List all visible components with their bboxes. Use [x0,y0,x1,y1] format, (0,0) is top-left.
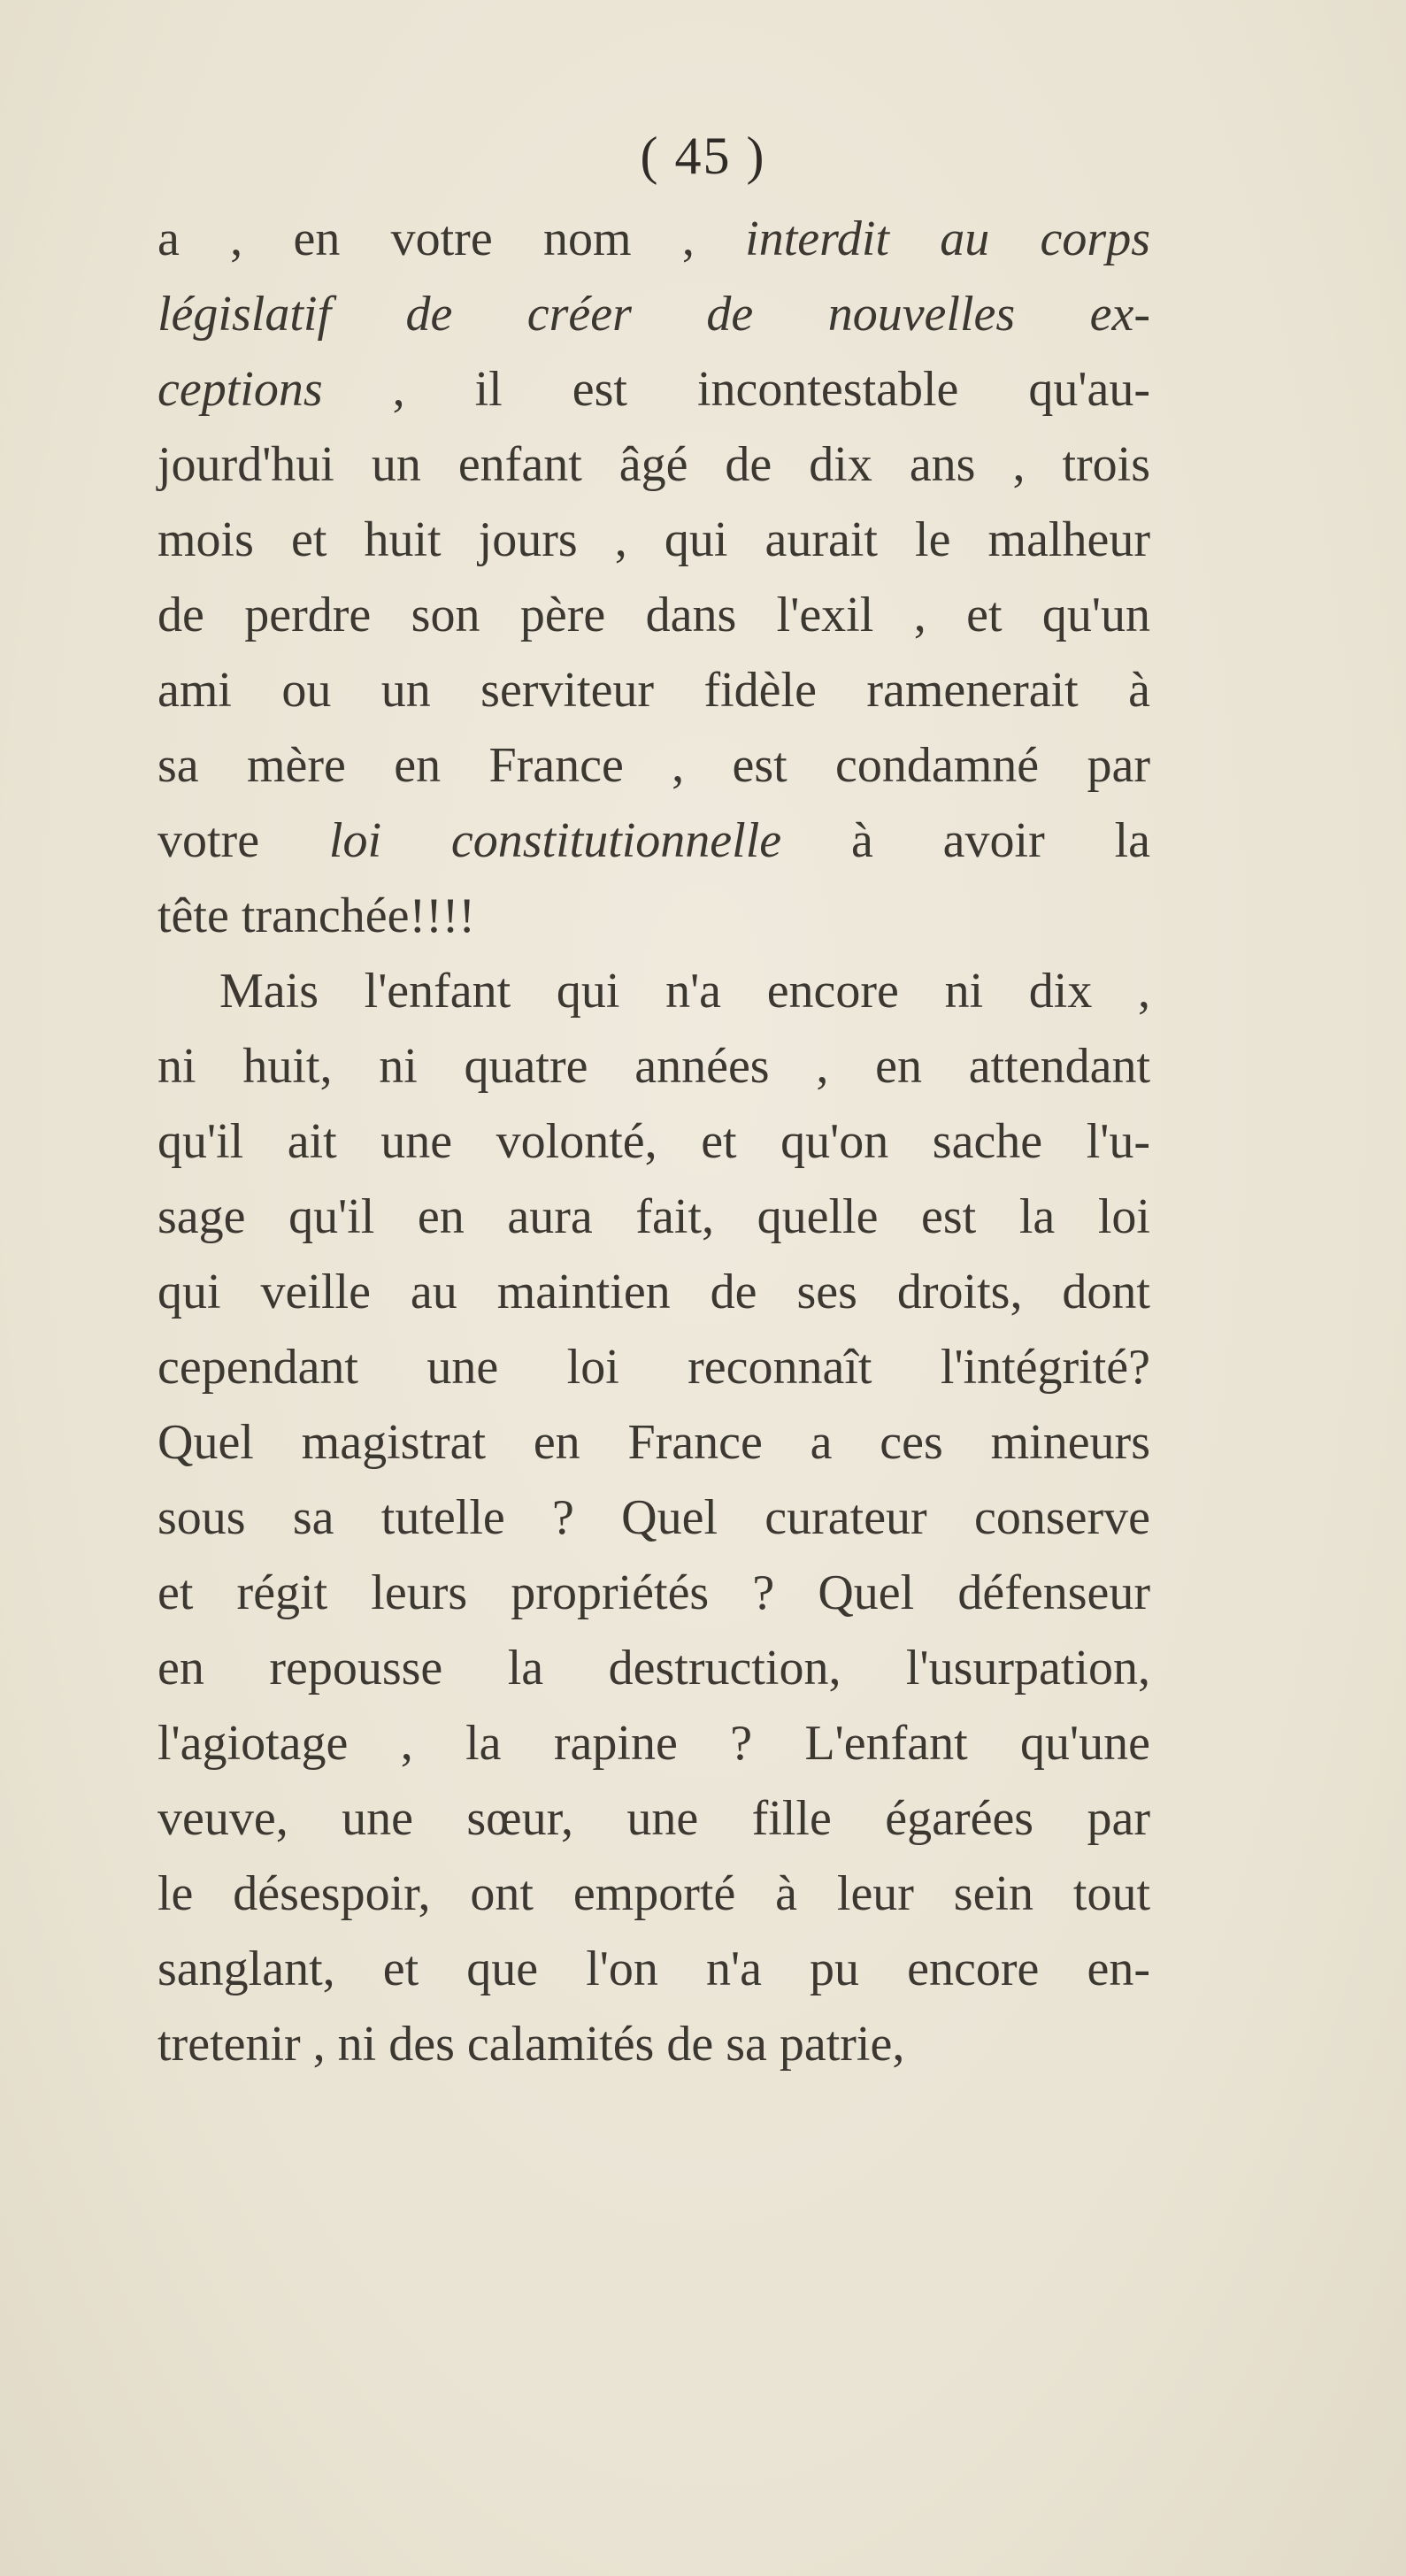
text-line [158,202,1150,277]
text-line [158,1706,1150,1781]
italic-text: loi constitutionnelle [328,813,782,868]
text-line [158,1932,1150,2007]
text-line [158,1330,1150,1405]
text-segment: Mais l'enfant qui n'a encore ni dix , [219,964,1150,1019]
text-line [158,1857,1150,1932]
text-line [158,503,1150,578]
text-segment: a , en votre nom , [158,211,746,266]
text-line [158,1556,1150,1631]
text-segment: veuve, une sœur, une fille égarées par [158,1791,1150,1846]
text-segment: jourd'hui un enfant âgé de dix ans , trois [158,437,1150,492]
text-line [158,879,1150,954]
text-line [158,277,1150,352]
text-segment: votre [158,813,329,868]
text-segment: tête tranchée!!!! [158,888,476,943]
text-segment: de perdre son père dans l'exil , et qu'un [158,588,1150,642]
text-segment: cependant une loi reconnaît l'intégrité? [158,1340,1150,1395]
italic-text: interdit au corps [745,211,1150,266]
text-line [158,1631,1150,1706]
text-segment: tretenir , ni des calamités de sa patrie, [158,2017,905,2072]
body-text [158,202,1150,2082]
text-segment: sous sa tutelle ? Quel curateur conserve [158,1490,1150,1545]
text-line [158,352,1150,427]
text-line [158,578,1150,653]
text-line [158,728,1150,804]
text-line [158,427,1150,503]
text-segment: en repousse la destruction, l'usurpation, [158,1641,1150,1696]
text-line [158,1781,1150,1857]
text-segment: à avoir la [781,813,1150,868]
italic-text: ceptions [158,362,323,417]
italic-text: législatif de créer de nouvelles ex- [158,287,1150,342]
text-line [158,1029,1150,1104]
text-segment: Quel magistrat en France a ces mineurs [158,1415,1150,1470]
page-number: ( 45 ) [640,127,766,185]
text-line [158,1255,1150,1330]
text-segment: le désespoir, ont emporté à leur sein tout [158,1866,1150,1921]
text-line [158,954,1150,1029]
text-segment: sa mère en France , est condamné par [158,738,1150,793]
text-segment: sage qu'il en aura fait, quelle est la loi [158,1189,1150,1244]
text-line [158,653,1150,728]
text-segment: qu'il ait une volonté, et qu'on sache l'u- [158,1114,1150,1169]
text-segment: ni huit, ni quatre années , en attendant [158,1039,1150,1094]
text-line [158,1180,1150,1255]
text-segment: sanglant, et que l'on n'a pu encore en- [158,1942,1150,1996]
text-segment: ami ou un serviteur fidèle ramenerait à [158,663,1150,718]
text-segment: , il est incontestable qu'au- [322,362,1150,417]
text-segment: et régit leurs propriétés ? Quel défenseur [158,1565,1150,1620]
text-line [158,1480,1150,1556]
text-segment: mois et huit jours , qui aurait le malheur [158,512,1150,567]
text-line [158,2007,1150,2082]
text-line [158,804,1150,879]
text-segment: l'agiotage , la rapine ? L'enfant qu'une [158,1716,1150,1771]
text-line [158,1104,1150,1180]
text-segment: qui veille au maintien de ses droits, dont [158,1265,1150,1319]
text-line [158,1405,1150,1480]
